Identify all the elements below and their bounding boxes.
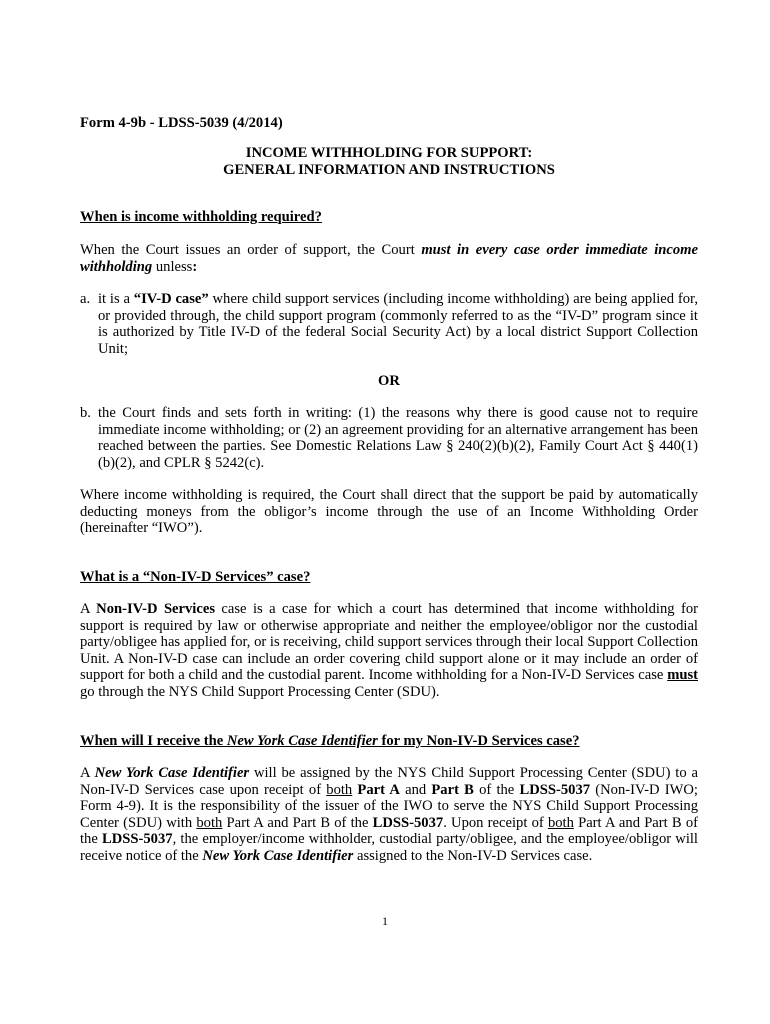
s3-t8: Part B — [431, 781, 474, 798]
list-item-a — [80, 291, 698, 357]
list-marker-b: b. — [80, 405, 91, 421]
s3-t6: Part A — [357, 781, 400, 798]
s3-t3: will be assigned by the NYS Child Support Processing Center (SDU) to a Non-IV-D Services case upon receipt of — [80, 765, 698, 798]
title-line-2: GENERAL INFORMATION AND INSTRUCTIONS — [223, 161, 555, 178]
section-heading-case-identifier — [80, 733, 698, 750]
s2-text-1: A — [80, 601, 97, 617]
s2-term: Non-IV-D Services — [96, 601, 215, 617]
s3-t4: both — [326, 781, 353, 798]
s3-t19: , the employer/income withholder, custodial party/obligee, and the employee/obligor will receive notice of the — [80, 831, 698, 864]
intro-emphasis: must in every case order immediate income withholding — [80, 242, 699, 275]
s3-heading-1: When will I receive the — [80, 733, 227, 749]
s3-t18: LDSS-5037 — [102, 831, 173, 848]
intro-text: When the Court issues an order of support, the Court — [80, 242, 422, 258]
item-a-text-2: where child support services (including income withholding) are being applied for, or provided through, the child support program (commonly referred to as the “IV-D” program since it is authorized by Title IV-D of the federal Social Security Act) by a local district Support Collection Unit; — [98, 291, 698, 357]
item-a-term: “IV-D case” — [133, 291, 209, 307]
s3-t20: New York Case Identifier — [202, 847, 354, 864]
s3-t12: both — [196, 814, 223, 831]
s3-t15: . Upon receipt of — [443, 814, 548, 831]
s3-t14: LDSS-5037 — [372, 814, 444, 831]
section-heading-non-iv-d: What is a “Non-IV-D Services” case? — [80, 569, 311, 585]
non-iv-d-paragraph — [80, 601, 698, 701]
section-heading-when-required: When is income withholding required? — [80, 209, 322, 225]
document-title — [80, 145, 698, 178]
s3-t10: LDSS-5037 — [519, 781, 591, 798]
s3-t21: assigned to the Non-IV-D Services case. — [353, 847, 593, 864]
page-number: 1 — [382, 914, 388, 928]
s3-heading-2: for my Non-IV-D Services case? — [377, 733, 580, 749]
s3-t13: Part A and Part B of the — [222, 814, 373, 831]
s3-t9: of the — [473, 781, 520, 798]
intro-colon: : — [192, 258, 198, 275]
s3-t2: New York Case Identifier — [94, 765, 250, 781]
s2-must: must — [667, 667, 698, 684]
withholding-paragraph: Where income withholding is required, the Court shall direct that the support be paid by automatically deducting moneys from the obligor’s income through the use of an Income Withholding Order (hereinafter “IWO”). — [80, 487, 698, 537]
s3-t11: (Non-IV-D IWO; Form 4-9). It is the responsibility of the issuer of the IWO to serve the NYS Child Support Processing Center (SDU) with — [80, 781, 698, 831]
s3-heading-italic: New York Case Identifier — [226, 733, 378, 749]
s2-text-3: go through the NYS Child Support Processing Center (SDU). — [80, 683, 440, 700]
list-marker-a: a. — [80, 291, 91, 307]
list-item-b-text: the Court finds and sets forth in writing: (1) the reasons why there is good cause not to require immediate income withholding; or (2) an agreement providing for an alternative arrangement has been reached between the parties. See Domestic Relations Law § 240(2)(b)(2), Family Court Act § 440(1)(b)(2), and CPLR § 5242(c). — [98, 405, 698, 471]
s3-t7: and — [399, 781, 432, 798]
s2-text-2: case is a case for which a court has determined that income withholding for support is required by law or otherwise appropriate and neither the employee/obligor nor the custodial party/obligee has applied for, or is receiving, child support services through their local Support Collection Unit. A Non-IV-D case can include an order covering child support alone or it may include an order of support for both a child and the custodial parent. Income withholding for a Non-IV-D Services case — [80, 601, 698, 684]
case-identifier-paragraph — [80, 765, 698, 865]
or-separator: OR — [378, 373, 400, 389]
list-item-a-text — [98, 291, 698, 357]
title-line-1: INCOME WITHHOLDING FOR SUPPORT: — [245, 145, 533, 161]
item-a-text-1: it is a — [98, 291, 134, 307]
s3-t17: Part A and Part B of the — [80, 814, 698, 848]
list-item-b — [80, 405, 698, 471]
s3-t16: both — [547, 814, 574, 831]
intro-unless: unless — [152, 258, 193, 275]
s3-t1: A — [80, 765, 95, 781]
form-identifier: Form 4-9b - LDSS-5039 (4/2014) — [80, 115, 283, 131]
intro-paragraph — [80, 242, 698, 275]
